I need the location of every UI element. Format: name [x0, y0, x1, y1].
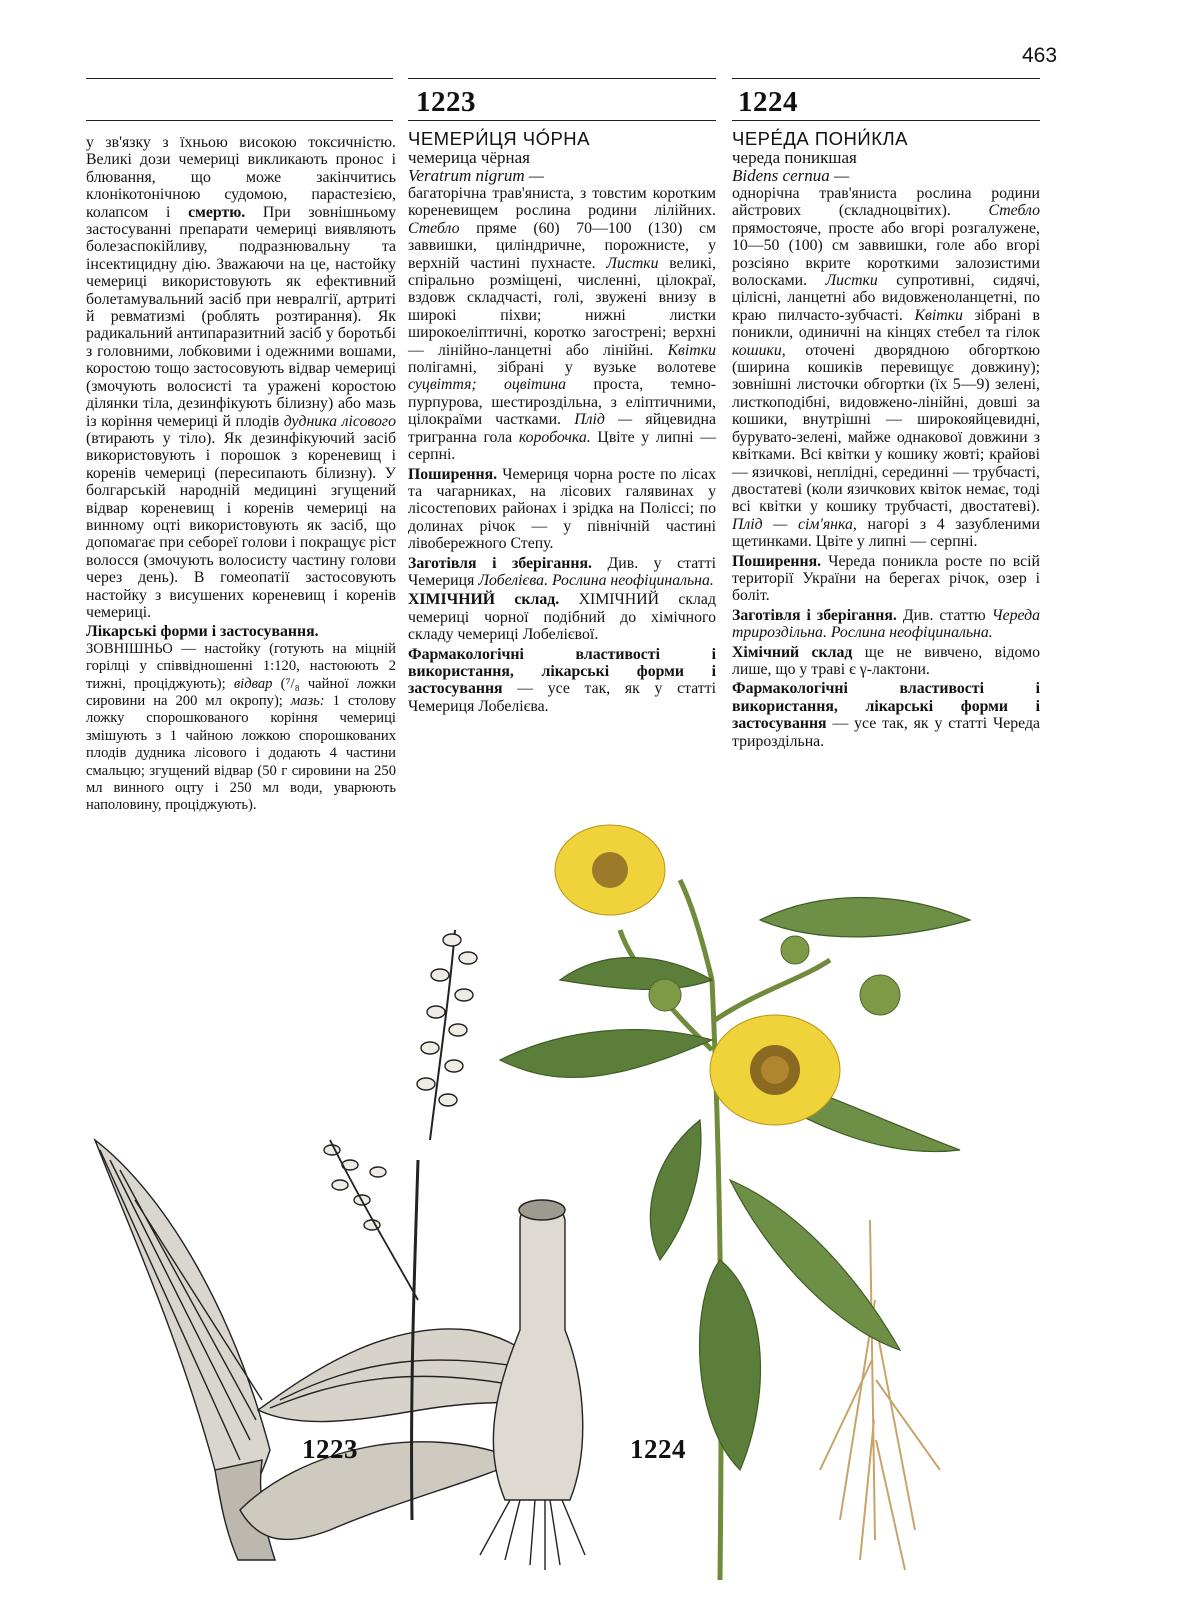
entry-title: ЧЕРЕ́ДА ПОНИ́КЛА — [732, 128, 908, 149]
storage: Заготівля і зберігання. Див. у статті Чемериця Лобелієва. Рослина неофіцинальна. — [408, 554, 717, 589]
forms-section: Лікарські форми і застосування. — [86, 623, 319, 641]
latin-name: Veratrum nigrum — — [408, 166, 545, 185]
description: однорічна трав'яниста рослина родини айстрових (складноцвітих). Стебло прямостояче, просте або вгорі розгалужене, 10—50 (100) см заввишки, голе або вгорі розсіяно вкрите короткими залозистими волосками. Листки супротивні, сидячі, цілісні, ланцетні або видовженоланцетні, по краю пилчасто-зубчасті. Квітки зібрані в поникли, одиничні на кінцях стебел та гілок кошики, оточені дворядною обгорткою (ширина кошиків перевищує довжину); зовнішні листочки обгортки (їх 5—9) зелені, листкоподібні, видовжено-лінійні, довші за кошики, внутрішні — широкояйцевидні, бурувато-зелені, майже однакової довжини з квітками. Всі квітки у кошику жовті; крайові — язичкові, неплідні, серединні — трубчасті, двостатеві (коли язичкових квіток немає, тоді всі квітки у кошику трубчасті, двостатеві). Плід — сім'янка, нагорі з 4 зазубленими щетинками. Цвіте у липні — серпні. — [732, 185, 1041, 551]
distribution: Поширення. Череда поникла росте по всій території України на берегах річок, озер і боліт. — [732, 552, 1041, 605]
description: багаторічна трав'яниста, з товстим коротким кореневищем рослина родини лілійних. Стебло пряме (60) 70—100 (130) см заввишки, циліндричне, порожнисте, у верхній частині пухнасте. Листки великі, спірально розміщені, численні, цілокраї, вздовж складчасті, голі, звужені внизу в широкі піхви; нижні листки широкоеліптичні, коротко загострені; верхні — лінійно-ланцетні або лінійні. Квітки полігамні, зібрані у вузьке волотеве суцвіття; оцвітина проста, темно-пурпурова, шестироздільна, з еліптичними, цілокраїми частками. Плід — яйцевидна тригранна гола коробочка. Цвіте у липні — серпні. — [408, 185, 717, 464]
entry-number-1224: 1224 — [738, 86, 798, 118]
entry-number-1223: 1223 — [416, 86, 476, 118]
pharmacology: Фармакологічні властивості і використання, лікарські форми і застосування — усе так, як у статті Чемериця Лобелієва. — [408, 645, 716, 715]
entry-title: ЧЕМЕРИ́ЦЯ ЧО́РНА — [408, 128, 591, 149]
chemical-composition: ХІМІЧНИЙ склад. ХІМІЧНИЙ склад чемериці чорної подібний до хімічного складу чемериці Лобелієвої. — [408, 591, 716, 644]
page-number: 463 — [1022, 44, 1058, 67]
storage: Заготівля і зберігання. Див. статтю Череда трироздільна. Рослина неофіцинальна. — [732, 606, 1040, 642]
latin-name: Bidens cernua — — [732, 166, 850, 185]
veratrum-drawing — [95, 930, 585, 1570]
forms-text: ЗОВНІШНЬО — настойку (готують на міцній горілці у співвідношенні 1:120, настоюють 2 тижні, проціджують); відвар (⁷/₈ чайної ложки сировини на 200 мл окропу); мазь: 1 столову ложку спорошкованого коріння чемериці змішують з 1 чайною ложкою спорошкованих плодів дудника лісового і додають 4 частини смальцю; згущений відвар (50 г сировини на 250 мл винного оцту і 250 мл води, уварюють наполовину, проціджують). — [86, 640, 396, 814]
distribution: Поширення. Чемериця чорна росте по лісах та чагарниках, на лісових галявинах у лісостепових районах і зрідка на Поліссі; по долинах річок — у північній частині лівобережного Степу. — [408, 465, 716, 553]
pharmacology: Фармакологічні властивості і використання, лікарські форми і застосування — усе так, як у статті Череда трироздільна. — [732, 680, 1040, 750]
chemical-composition: Хімічний склад ще не вивчено, відомо лише, що у траві є γ-лактони. — [732, 643, 1040, 678]
russian-name: чемерица чёрная — [408, 148, 530, 167]
continuation-paragraph: у зв'язку з їхньою високою токсичністю. Великі дози чемериці викликають пронос і блювання, що може закінчитись клонікотонічною судомою, парастезією, колапсом і смертю. При зовнішньому застосуванні препарати чемериці виявляють болезаспокійливу, подразнювальну та інсектицидну дію. Зважаючи на це, настойку чемериці використовують як ефективний болетамувальний засіб при невралгії, артриті й ревматизмі (роблять розтирання). Як радикальний антипаразитний засіб у боротьбі з головними, лобковими і одежними вошами, коростою тощо застосовують відвар чемериці (змочують волосисті та уражені коростою ділянки тіла, дезинфікують білизну) або мазь із коріння чемериці й плодів дудника лісового (втирають у тіло). Як дезинфікуючий засіб використовують і порошок з кореневищ і коренів чемериці (пересипають білизну). У болгарській народній медицині згущений відвар кореневищ і коренів чемериці на винному оцті використовують як засіб, що допомагає при себореї голови і покращує ріст волосся (змочують волосисту частину голови через день). В гомеопатії застосовують настойку з висушених кореневищ і коренів чемериці. — [86, 134, 397, 621]
russian-name: череда поникшая — [732, 148, 857, 167]
figure-label-1223: 1223 — [302, 1434, 358, 1464]
figure-label-1224: 1224 — [630, 1434, 686, 1464]
